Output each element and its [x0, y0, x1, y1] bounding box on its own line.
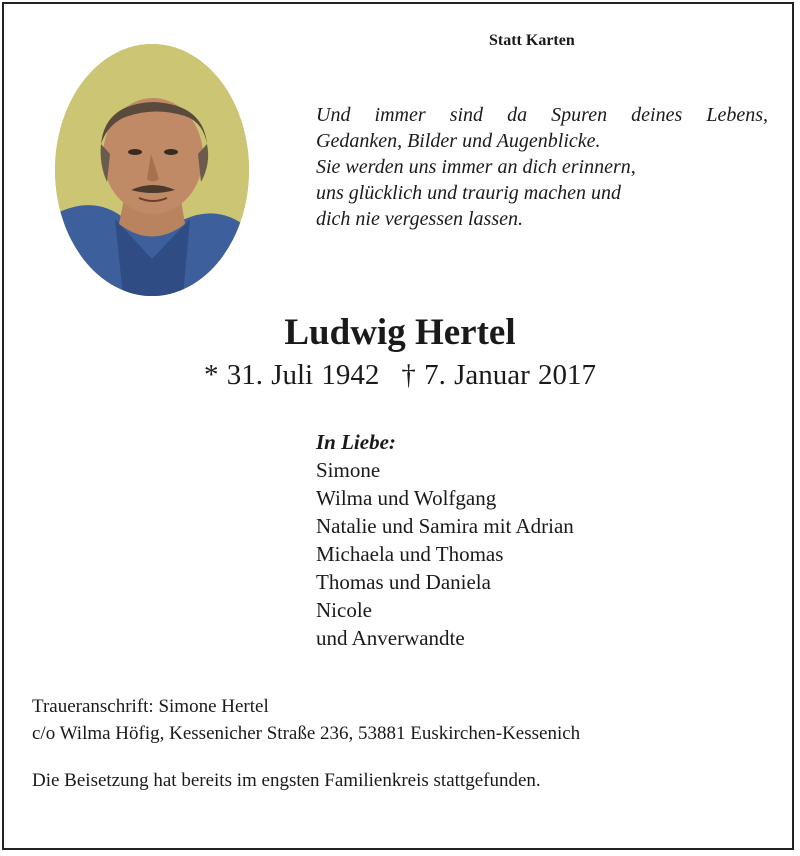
- verse-line: Gedanken, Bilder und Augenblicke.: [316, 130, 601, 152]
- mourning-address: [32, 693, 580, 747]
- verse-line: Und immer sind da Spuren deines Lebens,: [316, 104, 768, 126]
- memorial-verse: [316, 102, 768, 232]
- mourner-name: Nicole: [316, 598, 372, 622]
- portrait-image: [55, 44, 249, 296]
- mourner-name: Natalie und Samira mit Adrian: [316, 514, 574, 538]
- address-line-1: Traueranschrift: Simone Hertel: [32, 696, 269, 717]
- verse-line: dich nie vergessen lassen.: [316, 208, 523, 230]
- birth-date: * 31. Juli 1942: [203, 359, 380, 391]
- death-date: † 7. Januar 2017: [401, 359, 597, 391]
- verse-line: uns glücklich und traurig machen und: [316, 182, 621, 204]
- mourner-name: und Anverwandte: [316, 626, 465, 650]
- address-line-2: c/o Wilma Höfig, Kessenicher Straße 236, 53881 Euskirchen-Kessenich: [32, 723, 581, 744]
- mourner-name: Wilma und Wolfgang: [316, 486, 497, 510]
- mourners-heading: In Liebe:: [316, 430, 396, 454]
- mourners-list: [316, 428, 574, 652]
- mourner-name: Simone: [316, 458, 381, 482]
- verse-line: Sie werden uns immer an dich erinnern,: [316, 156, 636, 178]
- mourner-name: Michaela und Thomas: [316, 542, 504, 566]
- deceased-name: Ludwig Hertel: [284, 312, 516, 353]
- life-dates: [0, 359, 800, 392]
- mourner-name: Thomas und Daniela: [316, 570, 491, 594]
- burial-note: Die Beisetzung hat bereits im engsten Familienkreis stattgefunden.: [32, 770, 541, 791]
- header-statt-karten: Statt Karten: [489, 32, 575, 49]
- portrait-photo: [55, 44, 249, 296]
